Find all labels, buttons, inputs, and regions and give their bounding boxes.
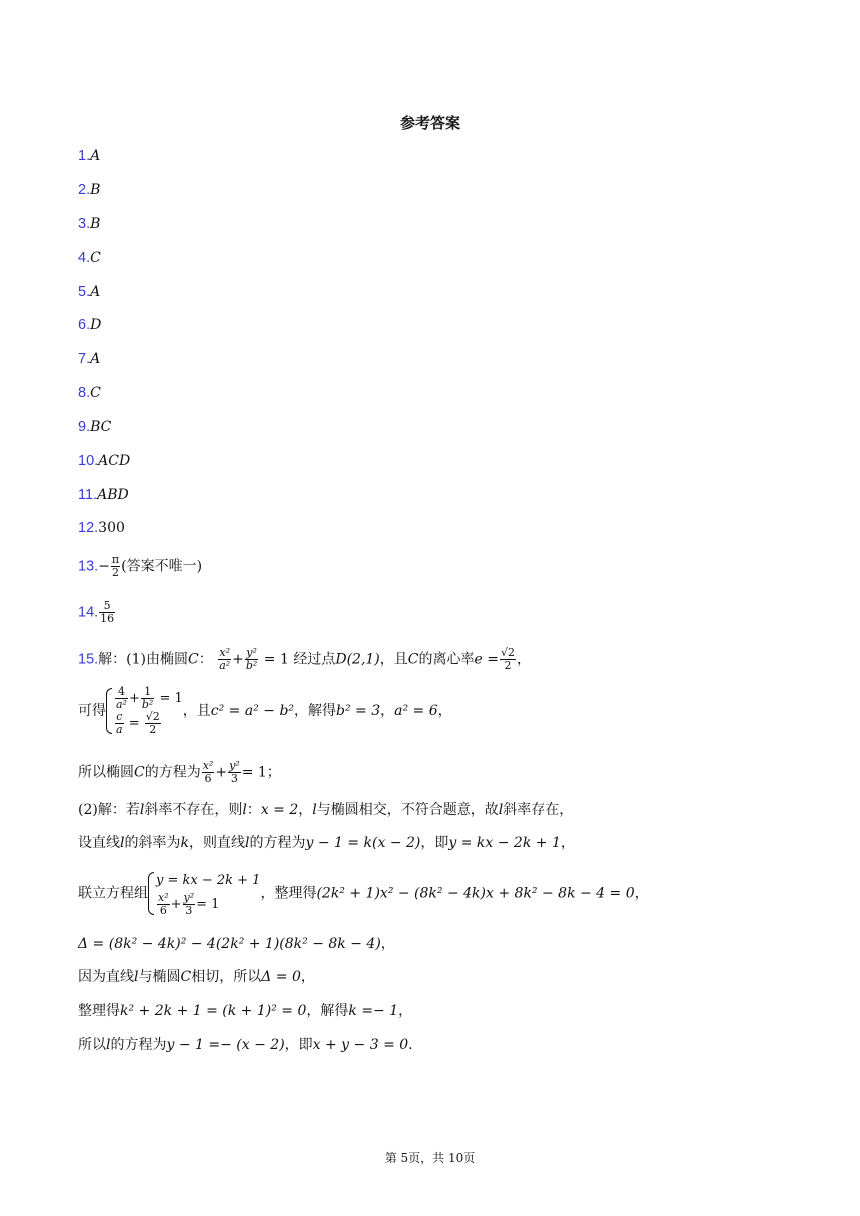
math: y = kx − 2k + 1 xyxy=(156,873,261,888)
answer-7 xyxy=(78,349,100,369)
fraction: $\frac{√2}{2}$ xyxy=(500,646,515,672)
solution-line-5 xyxy=(78,833,575,853)
answer-number: 2. xyxy=(78,182,91,198)
fraction-numerator: π xyxy=(111,553,120,566)
minus-sign: − xyxy=(98,558,110,575)
answer-number: 11. xyxy=(78,487,98,503)
answer-value: C xyxy=(90,250,101,266)
math: x = 2 xyxy=(260,802,299,818)
text: 经过点 xyxy=(293,651,336,668)
math: C xyxy=(134,764,145,781)
answer-12 xyxy=(78,518,125,538)
text: ： xyxy=(198,651,213,668)
fraction: $\frac{\text{y²}}{3}$ xyxy=(229,759,240,785)
text: ， xyxy=(300,969,315,985)
math: k² + 2k + 1 = (k + 1)² = 0 xyxy=(120,1003,307,1019)
solution-line-3: 所以椭圆C的方程为 $\frac{\text{x²}}{6}$ + $\frac{\text{y²}}{3}$ = 1； xyxy=(78,759,281,785)
text: 联立方程组 xyxy=(78,885,148,902)
text: 所以 xyxy=(78,1037,106,1053)
answer-value: ACD xyxy=(98,453,131,469)
answer-number: 15. xyxy=(78,651,99,668)
fraction: $\frac{\text{y²}}{\text{b²}}$ xyxy=(245,646,258,672)
solution-line-6 xyxy=(78,870,649,917)
text: 的方程为 xyxy=(249,835,306,851)
math: l xyxy=(139,802,145,818)
answer-number: 14. xyxy=(78,604,99,621)
math: y − 1 = k(x − 2) xyxy=(305,835,421,851)
answer-11 xyxy=(78,485,129,505)
text: ， xyxy=(560,835,575,851)
page-title: 参考答案 xyxy=(399,114,460,132)
answer-value: B xyxy=(90,182,101,198)
answer-1 xyxy=(78,146,100,166)
text: 整理得 xyxy=(78,1003,120,1019)
answer-6 xyxy=(78,315,101,335)
answer-number: 4. xyxy=(78,250,91,266)
text: 解：(1)由椭圆 xyxy=(98,651,189,668)
answer-number: 6. xyxy=(78,317,91,333)
math: = 1 xyxy=(196,897,220,912)
text: ，即 xyxy=(284,1037,313,1053)
answer-number: 1. xyxy=(78,148,91,164)
answer-number: 7. xyxy=(78,351,91,367)
answer-number: 10. xyxy=(78,453,99,469)
text: ，整理得 xyxy=(260,885,317,902)
text: 所以椭圆 xyxy=(78,764,134,781)
fraction-denominator: 2 xyxy=(112,566,120,579)
answer-4 xyxy=(78,248,101,268)
math: b² = 3 xyxy=(336,703,381,719)
answer-9 xyxy=(78,417,111,437)
answer-2 xyxy=(78,180,100,200)
page-footer: 第 5页，共 10页 xyxy=(384,1151,476,1165)
math: k xyxy=(180,835,189,851)
answer-value: B xyxy=(90,216,101,232)
answer-5 xyxy=(78,282,100,302)
fraction xyxy=(111,554,120,579)
answer-number: 5. xyxy=(78,284,91,300)
text: ， xyxy=(380,936,395,952)
answer-value: BC xyxy=(90,419,112,435)
math: Δ = 0 xyxy=(261,969,301,985)
answer-8 xyxy=(78,383,101,403)
math: C xyxy=(180,969,192,985)
math: (2k² + 1)x² − (8k² − 4k)x + 8k² − 8k − 4 = 0 xyxy=(316,885,635,902)
text: 因为直线 xyxy=(78,969,134,985)
answer-value: ABD xyxy=(97,487,129,503)
math: x + y − 3 = 0 xyxy=(312,1037,409,1053)
text: 相切，所以 xyxy=(191,969,262,985)
text: 的离心率 xyxy=(418,651,475,668)
text: 的方程为 xyxy=(144,764,201,781)
text: ， xyxy=(437,703,452,719)
answer-13 xyxy=(78,554,202,579)
answer-value: D xyxy=(90,317,102,333)
text: ， xyxy=(298,802,313,818)
text: ， xyxy=(516,651,531,668)
answer-value: A xyxy=(90,148,101,164)
math: D(2,1) xyxy=(335,651,380,668)
answer-value: A xyxy=(90,351,101,367)
text: 斜率不存在，则 xyxy=(144,802,243,818)
math: l xyxy=(134,969,139,985)
math: k =− 1 xyxy=(348,1003,399,1019)
answer-number: 8. xyxy=(78,385,91,401)
equation-system: y = kx − 2k + 1 $\frac{\text{x²}}{6}$ + $\frac{\text{y²}}{3}$ = 1 xyxy=(148,870,260,917)
fraction xyxy=(99,600,115,625)
answer-10 xyxy=(78,451,130,471)
math: C xyxy=(407,651,419,668)
answer-number: 13. xyxy=(78,558,99,575)
answer-number: 3. xyxy=(78,216,91,232)
text: 的斜率为 xyxy=(124,835,181,851)
answer-value: A xyxy=(90,284,101,300)
math: l xyxy=(244,835,250,851)
math: = 1； xyxy=(241,764,281,781)
solution-line-2 xyxy=(78,686,452,736)
fraction: $\frac{\text{x²}}{6}$ xyxy=(202,759,214,785)
text: ，且 xyxy=(379,651,408,668)
text: 的方程为 xyxy=(110,1037,167,1053)
text: ，则直线 xyxy=(188,835,245,851)
text: ： xyxy=(246,802,261,818)
text: (2)解：若 xyxy=(78,802,140,818)
answer-3 xyxy=(78,214,100,234)
answer-value: 300 xyxy=(98,520,125,536)
math: y − 1 =− (x − 2) xyxy=(166,1037,285,1053)
fraction-denominator: 16 xyxy=(100,612,115,625)
text: 设直线 xyxy=(78,835,120,851)
text: ， xyxy=(634,885,649,902)
solution-line-9 xyxy=(78,1001,412,1021)
math: l xyxy=(242,802,247,818)
solution-line-1: 15.解：(1)由椭圆C： $\frac{\text{x²}}{\text{a²}}$ + $\frac{\text{y²}}{\text{b²}}$ = 1 经过点D(2,1)，且C的离心率e = $\frac{√2}{2}$ ， xyxy=(78,646,531,672)
answer-value: C xyxy=(90,385,101,401)
answer-14 xyxy=(78,600,116,625)
answer-note: (答案不唯一) xyxy=(121,558,203,575)
solution-line-4 xyxy=(78,800,573,820)
text: ， xyxy=(398,1003,413,1019)
solution-line-8 xyxy=(78,967,315,987)
text: ，且 xyxy=(182,703,211,719)
math: l xyxy=(498,802,504,818)
text: 与椭圆 xyxy=(138,969,181,985)
math: l xyxy=(120,835,125,851)
fraction-numerator: 5 xyxy=(99,600,115,613)
math: e = xyxy=(474,651,499,668)
answer-number: 12. xyxy=(78,520,99,536)
text: ，即 xyxy=(420,835,449,851)
answer-number: 9. xyxy=(78,419,91,435)
text: 斜率存在， xyxy=(503,802,574,818)
math: a² = 6 xyxy=(394,703,438,719)
equation-system: $\frac{4}{\text{a²}}$ + $\frac{1}{\text{b²}}$ = 1 $\frac{c}{a}$ = $\frac{√2}{2}$ xyxy=(106,686,183,736)
math: c² = a² − b² xyxy=(210,703,295,719)
math: l xyxy=(312,802,317,818)
math: Δ = (8k² − 4k)² − 4(2k² + 1)(8k² − 8k − 4) xyxy=(78,936,381,952)
math: y = kx − 2k + 1 xyxy=(448,835,561,851)
text: . xyxy=(408,1037,413,1053)
text: ，解得 xyxy=(294,703,337,719)
solution-line-7 xyxy=(78,934,395,954)
math: l xyxy=(106,1037,111,1053)
text: 可得 xyxy=(78,703,106,719)
text: 与椭圆相交，不符合题意，故 xyxy=(316,802,499,818)
math: C xyxy=(188,651,199,668)
solution-line-10 xyxy=(78,1035,413,1055)
text: ，解得 xyxy=(306,1003,349,1019)
text: ， xyxy=(380,703,395,719)
fraction: $\frac{\text{x²}}{\text{a²}}$ xyxy=(219,646,231,672)
